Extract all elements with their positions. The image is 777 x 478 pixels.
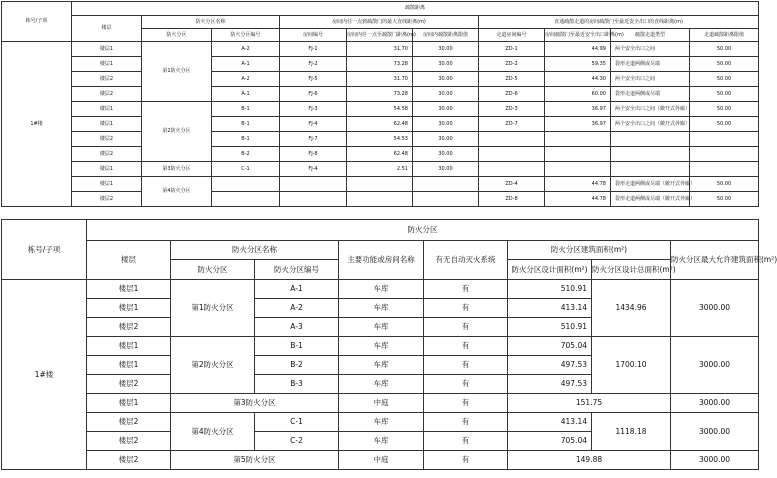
corridor-type-cell: 两个安全出口之间 — [611, 72, 690, 87]
header-room-distance: 房间内任一点到疏散门的最大直线距离(m) — [280, 16, 479, 29]
zone-cell: 第5防火分区 — [171, 451, 339, 470]
room-code-cell — [280, 192, 347, 207]
zone-code-cell: B-3 — [255, 375, 339, 394]
sprinkler-cell: 有 — [424, 451, 508, 470]
corridor-limit-cell: 50.00 — [690, 117, 759, 132]
zone-code-cell: A-1 — [212, 87, 280, 102]
design-area-cell: 151.75 — [508, 394, 671, 413]
zone-code-cell: A-3 — [255, 318, 339, 337]
header-max-area: 防火分区最大允许建筑面积(m²) — [671, 241, 759, 280]
floor-cell: 楼层2 — [72, 132, 142, 147]
header-zone-name: 防火分区名称 — [142, 16, 280, 29]
room-code-cell: FJ-5 — [280, 72, 347, 87]
room-limit-cell: 30.00 — [413, 87, 479, 102]
zone-code-cell: A-1 — [212, 57, 280, 72]
header-zone: 防火分区 — [171, 260, 255, 280]
function-cell: 车库 — [339, 356, 424, 375]
corridor-type-cell — [611, 132, 690, 147]
max-area-cell: 3000.00 — [671, 394, 759, 413]
function-cell: 中庭 — [339, 451, 424, 470]
header-corridor-dist: 房间疏散门至最近安全出口距离(m) — [545, 29, 611, 42]
floor-cell: 楼层1 — [72, 177, 142, 192]
building-cell: 1#楼 — [2, 280, 87, 470]
design-area-cell: 510.91 — [508, 318, 592, 337]
room-dist-cell: 73.28 — [347, 57, 413, 72]
header-zone-code: 防火分区编号 — [255, 260, 339, 280]
zone-code-cell: C-1 — [255, 413, 339, 432]
room-dist-cell — [347, 192, 413, 207]
corridor-type-cell — [611, 147, 690, 162]
table-row — [2, 57, 759, 72]
design-area-cell: 705.04 — [508, 432, 592, 451]
table-row — [2, 280, 759, 299]
table-row — [2, 147, 759, 162]
table-row — [2, 72, 759, 87]
sprinkler-cell: 有 — [424, 318, 508, 337]
room-code-cell: FJ-4 — [280, 117, 347, 132]
sprinkler-cell: 有 — [424, 413, 508, 432]
room-dist-cell: 2.51 — [347, 162, 413, 177]
zone-code-cell: C-1 — [212, 162, 280, 177]
header-room-code: 房间编号 — [280, 29, 347, 42]
zone-cell: 第2防火分区 — [142, 102, 212, 162]
header-zone: 防火分区 — [142, 29, 212, 42]
design-area-cell: 705.04 — [508, 337, 592, 356]
corridor-limit-cell: 50.00 — [690, 42, 759, 57]
corridor-code-cell: ZD-4 — [479, 177, 545, 192]
room-code-cell: FJ-4 — [280, 162, 347, 177]
corridor-dist-cell: 44.30 — [545, 72, 611, 87]
room-dist-cell: 31.70 — [347, 72, 413, 87]
design-area-cell: 413.14 — [508, 299, 592, 318]
zone-code-cell: A-2 — [212, 42, 280, 57]
floor-cell: 楼层1 — [72, 162, 142, 177]
total-area-cell: 1434.96 — [592, 280, 671, 337]
total-area-cell: 1118.18 — [592, 413, 671, 451]
fire-compartment-table — [1, 219, 777, 470]
floor-cell: 楼层2 — [72, 72, 142, 87]
room-code-cell: FJ-8 — [280, 147, 347, 162]
sprinkler-cell: 有 — [424, 356, 508, 375]
floor-cell: 楼层1 — [72, 57, 142, 72]
header-corridor-type: 疏散走道类型 — [611, 29, 690, 42]
floor-cell: 楼层2 — [87, 318, 171, 337]
corridor-dist-cell — [545, 147, 611, 162]
room-dist-cell: 73.28 — [347, 87, 413, 102]
header-corridor-distance: 直通疏散走道的房间疏散门至最近安全出口的直线距离(m) — [479, 16, 759, 29]
room-dist-cell: 54.53 — [347, 132, 413, 147]
header-fire-compartment: 防火分区 — [87, 220, 759, 241]
header-building: 栋号/子项 — [2, 2, 72, 42]
room-limit-cell: 30.00 — [413, 72, 479, 87]
header-function: 主要功能或房间名称 — [339, 241, 424, 280]
corridor-limit-cell: 50.00 — [690, 72, 759, 87]
function-cell: 车库 — [339, 413, 424, 432]
zone-code-cell: B-2 — [255, 356, 339, 375]
evacuation-distance-table — [1, 1, 759, 207]
header-corridor-code: 走道房间编号 — [479, 29, 545, 42]
header-floor: 楼层 — [87, 241, 171, 280]
header-total-area: 防火分区设计总面积(m²) — [592, 260, 671, 280]
floor-cell: 楼层2 — [72, 147, 142, 162]
room-limit-cell: 30.00 — [413, 162, 479, 177]
design-area-cell: 510.91 — [508, 280, 592, 299]
design-area-cell: 497.53 — [508, 356, 592, 375]
table-row — [2, 132, 759, 147]
corridor-code-cell: ZD-8 — [479, 192, 545, 207]
room-limit-cell: 30.00 — [413, 132, 479, 147]
floor-cell: 楼层1 — [72, 42, 142, 57]
room-dist-cell: 31.70 — [347, 42, 413, 57]
corridor-dist-cell — [545, 132, 611, 147]
room-limit-cell — [413, 192, 479, 207]
zone-cell: 第1防火分区 — [142, 42, 212, 102]
header-room-dist: 房间内任一点至疏散门距离(m) — [347, 29, 413, 42]
corridor-limit-cell: 50.00 — [690, 102, 759, 117]
function-cell: 车库 — [339, 299, 424, 318]
max-area-cell: 3000.00 — [671, 337, 759, 394]
header-room-limit: 房间内疏散距离限值 — [413, 29, 479, 42]
corridor-limit-cell: 50.00 — [690, 192, 759, 207]
zone-code-cell: A-1 — [255, 280, 339, 299]
corridor-code-cell — [479, 147, 545, 162]
zone-code-cell: B-2 — [212, 147, 280, 162]
zone-code-cell: B-1 — [255, 337, 339, 356]
sprinkler-cell: 有 — [424, 299, 508, 318]
max-area-cell: 3000.00 — [671, 413, 759, 451]
corridor-code-cell: ZD-1 — [479, 42, 545, 57]
corridor-type-cell: 两个安全出口之间 — [611, 42, 690, 57]
room-dist-cell: 62.48 — [347, 117, 413, 132]
function-cell: 车库 — [339, 375, 424, 394]
function-cell: 车库 — [339, 337, 424, 356]
corridor-limit-cell: 50.00 — [690, 177, 759, 192]
zone-code-cell: A-2 — [212, 72, 280, 87]
table-row — [2, 177, 759, 192]
floor-cell: 楼层1 — [87, 299, 171, 318]
corridor-limit-cell — [690, 162, 759, 177]
header-floor: 楼层 — [72, 16, 142, 42]
room-code-cell — [280, 177, 347, 192]
corridor-type-cell — [611, 162, 690, 177]
corridor-type-cell: 两个安全出口之间（敞开式外廊） — [611, 102, 690, 117]
header-sprinkler: 有无自动灭火系统 — [424, 241, 508, 280]
corridor-type-cell: 袋形走道两侧或尽端（敞开式外廊） — [611, 177, 690, 192]
table-row — [2, 117, 759, 132]
zone-code-cell: C-2 — [255, 432, 339, 451]
table-row — [2, 337, 759, 356]
floor-cell: 楼层2 — [72, 192, 142, 207]
corridor-code-cell: ZD-3 — [479, 102, 545, 117]
zone-cell: 第1防火分区 — [171, 280, 255, 337]
corridor-type-cell: 袋形走道两侧或尽端 — [611, 87, 690, 102]
function-cell: 车库 — [339, 318, 424, 337]
corridor-dist-cell: 60.00 — [545, 87, 611, 102]
table-row — [2, 87, 759, 102]
zone-cell: 第3防火分区 — [142, 162, 212, 177]
corridor-dist-cell: 44.99 — [545, 42, 611, 57]
zone-cell: 第3防火分区 — [171, 394, 339, 413]
corridor-type-cell: 袋形走道两侧或尽端（敞开式外廊） — [611, 192, 690, 207]
zone-code-cell: B-1 — [212, 102, 280, 117]
room-limit-cell: 30.00 — [413, 57, 479, 72]
room-dist-cell: 54.58 — [347, 102, 413, 117]
room-limit-cell: 30.00 — [413, 117, 479, 132]
header-building: 栋号/子项 — [2, 220, 87, 280]
corridor-dist-cell: 36.97 — [545, 102, 611, 117]
zone-cell: 第4防火分区 — [171, 413, 255, 451]
corridor-type-cell: 袋形走道两侧或尽端 — [611, 57, 690, 72]
zone-code-cell: B-1 — [212, 117, 280, 132]
room-code-cell: FJ-2 — [280, 57, 347, 72]
corridor-type-cell: 两个安全出口之间（敞开式外廊） — [611, 117, 690, 132]
table-row — [2, 42, 759, 57]
corridor-code-cell: ZD-5 — [479, 72, 545, 87]
header-area: 防火分区建筑面积(m²) — [508, 241, 671, 260]
sprinkler-cell: 有 — [424, 394, 508, 413]
floor-cell: 楼层2 — [87, 451, 171, 470]
max-area-cell: 3000.00 — [671, 280, 759, 337]
room-limit-cell: 30.00 — [413, 42, 479, 57]
sprinkler-cell: 有 — [424, 280, 508, 299]
corridor-limit-cell: 50.00 — [690, 57, 759, 72]
corridor-dist-cell: 44.78 — [545, 192, 611, 207]
table-row — [2, 102, 759, 117]
total-area-cell: 1700.10 — [592, 337, 671, 394]
table-row — [2, 451, 759, 470]
sprinkler-cell: 有 — [424, 337, 508, 356]
corridor-dist-cell: 44.78 — [545, 177, 611, 192]
room-dist-cell: 62.48 — [347, 147, 413, 162]
room-limit-cell: 30.00 — [413, 147, 479, 162]
max-area-cell: 3000.00 — [671, 451, 759, 470]
corridor-dist-cell: 36.97 — [545, 117, 611, 132]
header-design-area: 防火分区设计面积(m²) — [508, 260, 592, 280]
room-code-cell: FJ-3 — [280, 102, 347, 117]
corridor-limit-cell — [690, 147, 759, 162]
table-row — [2, 192, 759, 207]
header-zone-name: 防火分区名称 — [171, 241, 339, 260]
function-cell: 中庭 — [339, 394, 424, 413]
corridor-dist-cell — [545, 162, 611, 177]
function-cell: 车库 — [339, 432, 424, 451]
floor-cell: 楼层2 — [87, 432, 171, 451]
zone-code-cell: B-1 — [212, 132, 280, 147]
room-code-cell: FJ-7 — [280, 132, 347, 147]
room-dist-cell — [347, 177, 413, 192]
header-zone-code: 防火分区编号 — [212, 29, 280, 42]
room-code-cell: FJ-6 — [280, 87, 347, 102]
design-area-cell: 497.53 — [508, 375, 592, 394]
floor-cell: 楼层1 — [87, 280, 171, 299]
floor-cell: 楼层1 — [87, 337, 171, 356]
design-area-cell: 413.14 — [508, 413, 592, 432]
corridor-code-cell — [479, 132, 545, 147]
zone-code-cell — [212, 177, 280, 192]
table-row — [2, 394, 759, 413]
table-row — [2, 413, 759, 432]
floor-cell: 楼层1 — [87, 356, 171, 375]
room-code-cell: FJ-1 — [280, 42, 347, 57]
sprinkler-cell: 有 — [424, 375, 508, 394]
floor-cell: 楼层2 — [87, 375, 171, 394]
zone-code-cell: A-2 — [255, 299, 339, 318]
corridor-limit-cell: 50.00 — [690, 87, 759, 102]
floor-cell: 楼层2 — [72, 87, 142, 102]
building-cell: 1#楼 — [2, 42, 72, 207]
corridor-code-cell: ZD-2 — [479, 57, 545, 72]
floor-cell: 楼层1 — [87, 394, 171, 413]
corridor-code-cell: ZD-6 — [479, 87, 545, 102]
floor-cell: 楼层1 — [72, 117, 142, 132]
corridor-dist-cell: 59.35 — [545, 57, 611, 72]
header-evacuation-distance: 疏散距离 — [72, 2, 759, 16]
corridor-limit-cell — [690, 132, 759, 147]
sprinkler-cell: 有 — [424, 432, 508, 451]
room-limit-cell — [413, 177, 479, 192]
room-limit-cell: 30.00 — [413, 102, 479, 117]
table-row — [2, 162, 759, 177]
corridor-code-cell: ZD-7 — [479, 117, 545, 132]
corridor-code-cell — [479, 162, 545, 177]
floor-cell: 楼层2 — [87, 413, 171, 432]
zone-cell: 第2防火分区 — [171, 337, 255, 394]
header-corridor-limit: 走道疏散距离限值 — [690, 29, 759, 42]
zone-code-cell — [212, 192, 280, 207]
floor-cell: 楼层1 — [72, 102, 142, 117]
zone-cell: 第4防火分区 — [142, 177, 212, 207]
function-cell: 车库 — [339, 280, 424, 299]
design-area-cell: 149.88 — [508, 451, 671, 470]
